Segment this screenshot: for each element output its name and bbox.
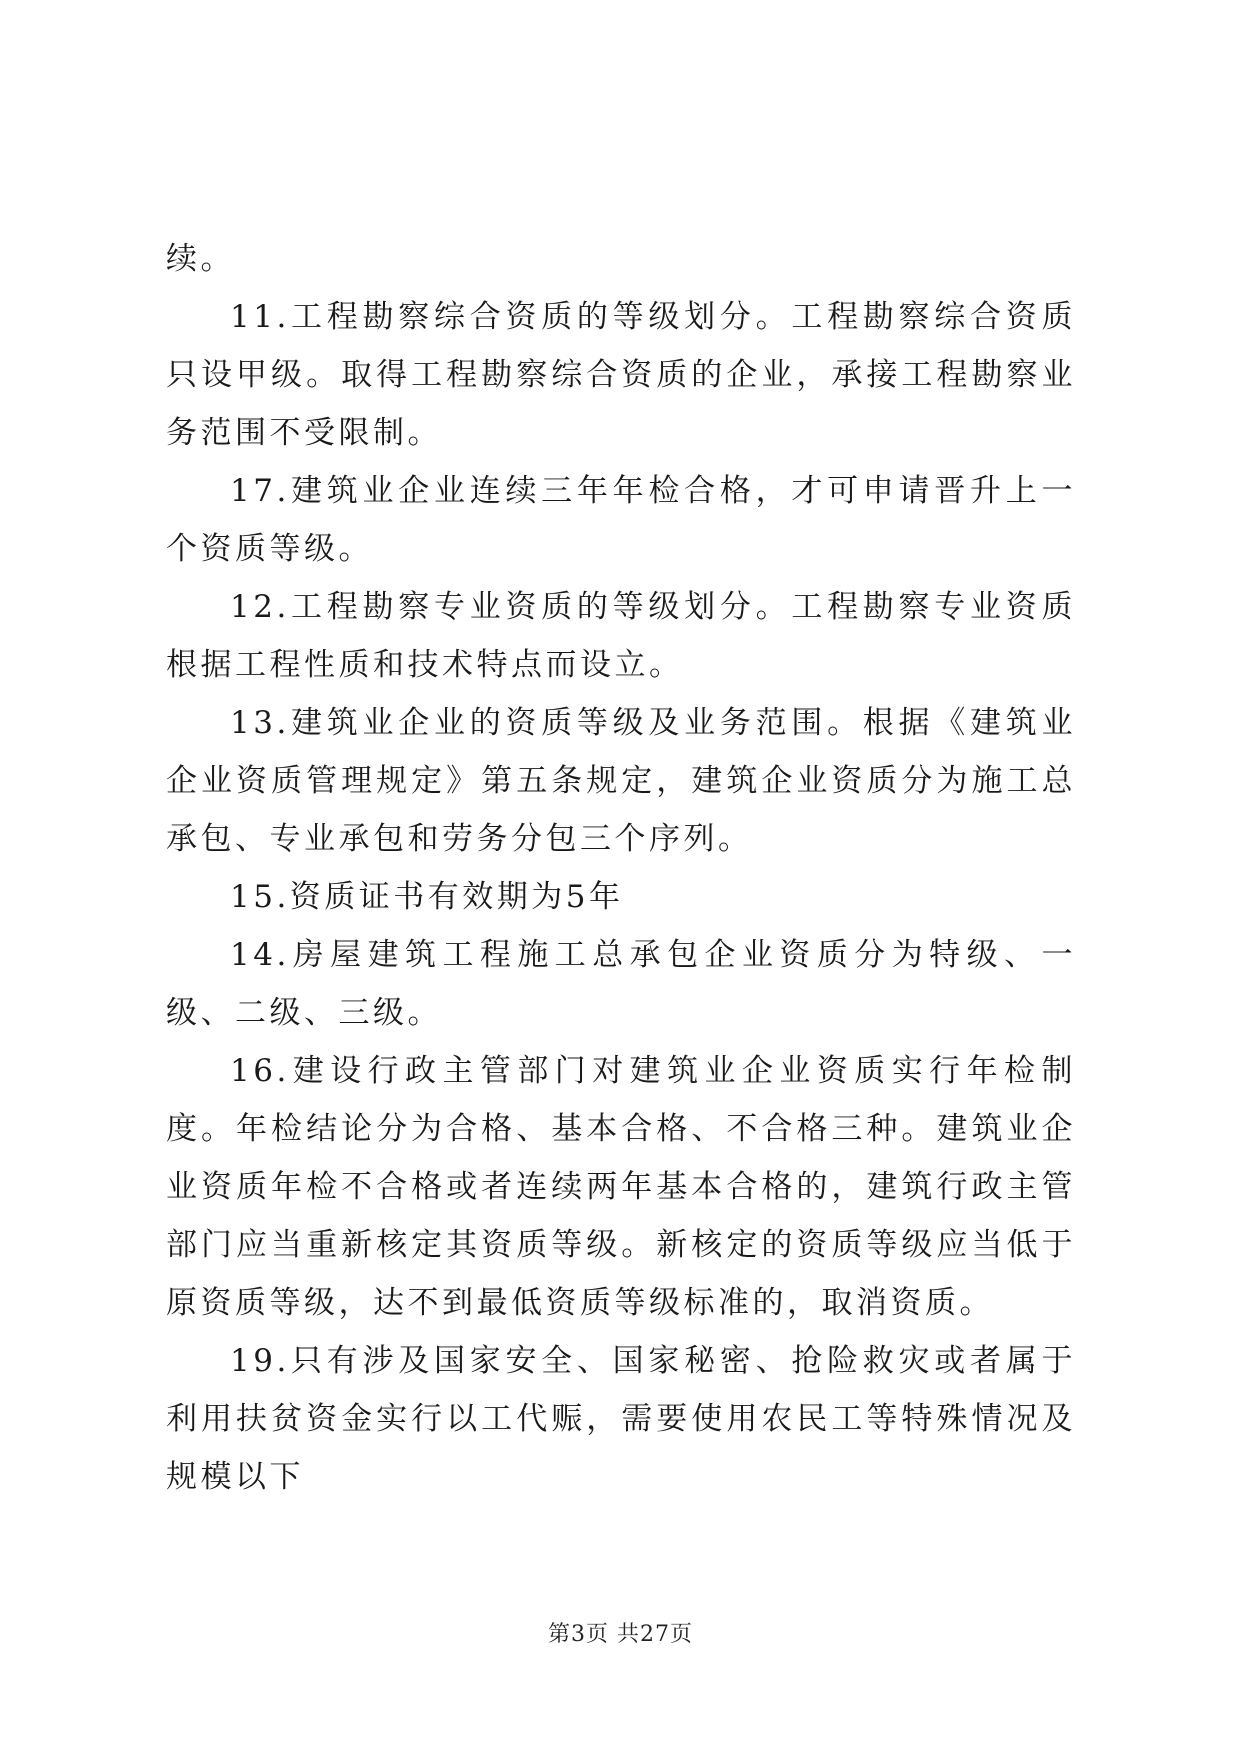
- paragraph-item-11: 11.工程勘察综合资质的等级划分。工程勘察综合资质只设甲级。取得工程勘察综合资质的企业，承接工程勘察业务范围不受限制。: [166, 299, 1076, 451]
- paragraph-item-13: 13.建筑业企业的资质等级及业务范围。根据《建筑业企业资质管理规定》第五条规定，建筑企业资质分为施工总承包、专业承包和劳务分包三个序列。: [166, 705, 1076, 857]
- paragraph-item-15: 15.资质证书有效期为5年: [230, 879, 624, 915]
- paragraph-continuation: 续。: [166, 241, 235, 277]
- paragraph-item-16: 16.建设行政主管部门对建筑业企业资质实行年检制度。年检结论分为合格、基本合格、不合格三种。建筑业企业资质年检不合格或者连续两年基本合格的，建筑行政主管部门应当重新核定其资质等级。新核定的资质等级应当低于原资质等级，达不到最低资质等级标准的，取消资质。: [166, 1053, 1076, 1321]
- paragraph-item-12: 12.工程勘察专业资质的等级划分。工程勘察专业资质根据工程性质和技术特点而设立。: [166, 589, 1076, 683]
- page-footer: [0, 1620, 1241, 1650]
- paragraph-item-17: 17.建筑业企业连续三年年检合格，才可申请晋升上一个资质等级。: [166, 473, 1076, 567]
- paragraph-item-19: 19.只有涉及国家安全、国家秘密、抢险救灾或者属于利用扶贫资金实行以工代赈，需要使用农民工等特殊情况及规模以下: [166, 1343, 1076, 1495]
- paragraph-item-14: 14.房屋建筑工程施工总承包企业资质分为特级、一级、二级、三级。: [166, 937, 1076, 1031]
- document-body: [166, 230, 1076, 1506]
- page-number-label: 第3页 共27页: [548, 1622, 693, 1647]
